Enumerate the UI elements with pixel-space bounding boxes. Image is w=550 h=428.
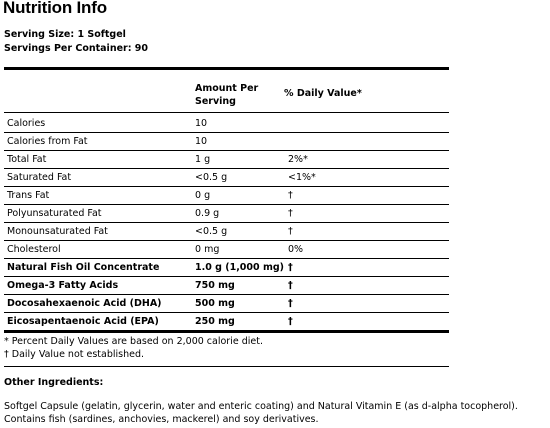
table-row [4, 187, 449, 205]
table-bottom-rule [4, 331, 449, 333]
nutrient-daily-value: † [285, 187, 449, 205]
servings-per-container: Servings Per Container: 90 [4, 43, 149, 54]
nutrient-name: Cholesterol [4, 241, 192, 259]
nutrient-name: Saturated Fat [4, 169, 192, 187]
nutrient-daily-value: † [285, 277, 449, 295]
other-ingredients-text: Softgel Capsule (gelatin, glycerin, water and enteric coating) and Natural Vitamin E (as d-alpha tocopherol). Contains fish (sardines, anchovies, mackerel) and soy derivatives. [4, 401, 518, 425]
nutrient-amount: <0.5 g [192, 169, 285, 187]
nutrient-amount: 1.0 g (1,000 mg) [192, 259, 285, 277]
nutrient-amount: 10 [192, 115, 285, 133]
footnote-dagger: † Daily Value not established. [4, 349, 145, 360]
table-row [4, 241, 449, 259]
nutrient-daily-value: † [285, 259, 449, 277]
nutrition-table [4, 115, 449, 331]
nutrient-daily-value: † [285, 313, 449, 331]
footnote-percent: * Percent Daily Values are based on 2,000 calorie diet. [4, 336, 263, 347]
table-row [4, 115, 449, 133]
nutrient-amount: 250 mg [192, 313, 285, 331]
nutrient-amount: 0 g [192, 187, 285, 205]
table-row [4, 205, 449, 223]
serving-size: Serving Size: 1 Softgel [4, 29, 126, 40]
nutrient-name: Calories from Fat [4, 133, 192, 151]
top-thick-rule [4, 67, 449, 70]
nutrient-name: Polyunsaturated Fat [4, 205, 192, 223]
nutrient-amount: 0 mg [192, 241, 285, 259]
table-row [4, 169, 449, 187]
nutrient-amount: 10 [192, 133, 285, 151]
table-row [4, 133, 449, 151]
nutrient-name: Monounsaturated Fat [4, 223, 192, 241]
amount-per-serving-header: Amount Per Serving [195, 83, 259, 107]
nutrient-name: Omega-3 Fatty Acids [4, 277, 192, 295]
table-row [4, 313, 449, 331]
nutrient-name: Natural Fish Oil Concentrate [4, 259, 192, 277]
table-row [4, 223, 449, 241]
nutrient-daily-value: 0% [285, 241, 449, 259]
nutrient-daily-value: † [285, 205, 449, 223]
nutrient-amount: <0.5 g [192, 223, 285, 241]
nutrient-amount: 1 g [192, 151, 285, 169]
table-row [4, 151, 449, 169]
daily-value-header: % Daily Value* [284, 88, 362, 99]
header-rule [4, 112, 449, 113]
table-row [4, 259, 449, 277]
nutrient-daily-value [285, 133, 449, 151]
nutrient-daily-value: † [285, 223, 449, 241]
nutrient-amount: 750 mg [192, 277, 285, 295]
table-row [4, 277, 449, 295]
nutrient-amount: 500 mg [192, 295, 285, 313]
nutrient-daily-value: <1%* [285, 169, 449, 187]
nutrient-name: Eicosapentaenoic Acid (EPA) [4, 313, 192, 331]
page-title: Nutrition Info [3, 0, 107, 17]
nutrient-name: Total Fat [4, 151, 192, 169]
table-row [4, 295, 449, 313]
nutrient-daily-value: † [285, 295, 449, 313]
nutrient-daily-value: 2%* [285, 151, 449, 169]
nutrient-daily-value [285, 115, 449, 133]
section-divider [4, 366, 449, 367]
nutrient-name: Trans Fat [4, 187, 192, 205]
nutrient-amount: 0.9 g [192, 205, 285, 223]
nutrient-name: Calories [4, 115, 192, 133]
other-ingredients-heading: Other Ingredients: [4, 377, 104, 388]
nutrient-name: Docosahexaenoic Acid (DHA) [4, 295, 192, 313]
